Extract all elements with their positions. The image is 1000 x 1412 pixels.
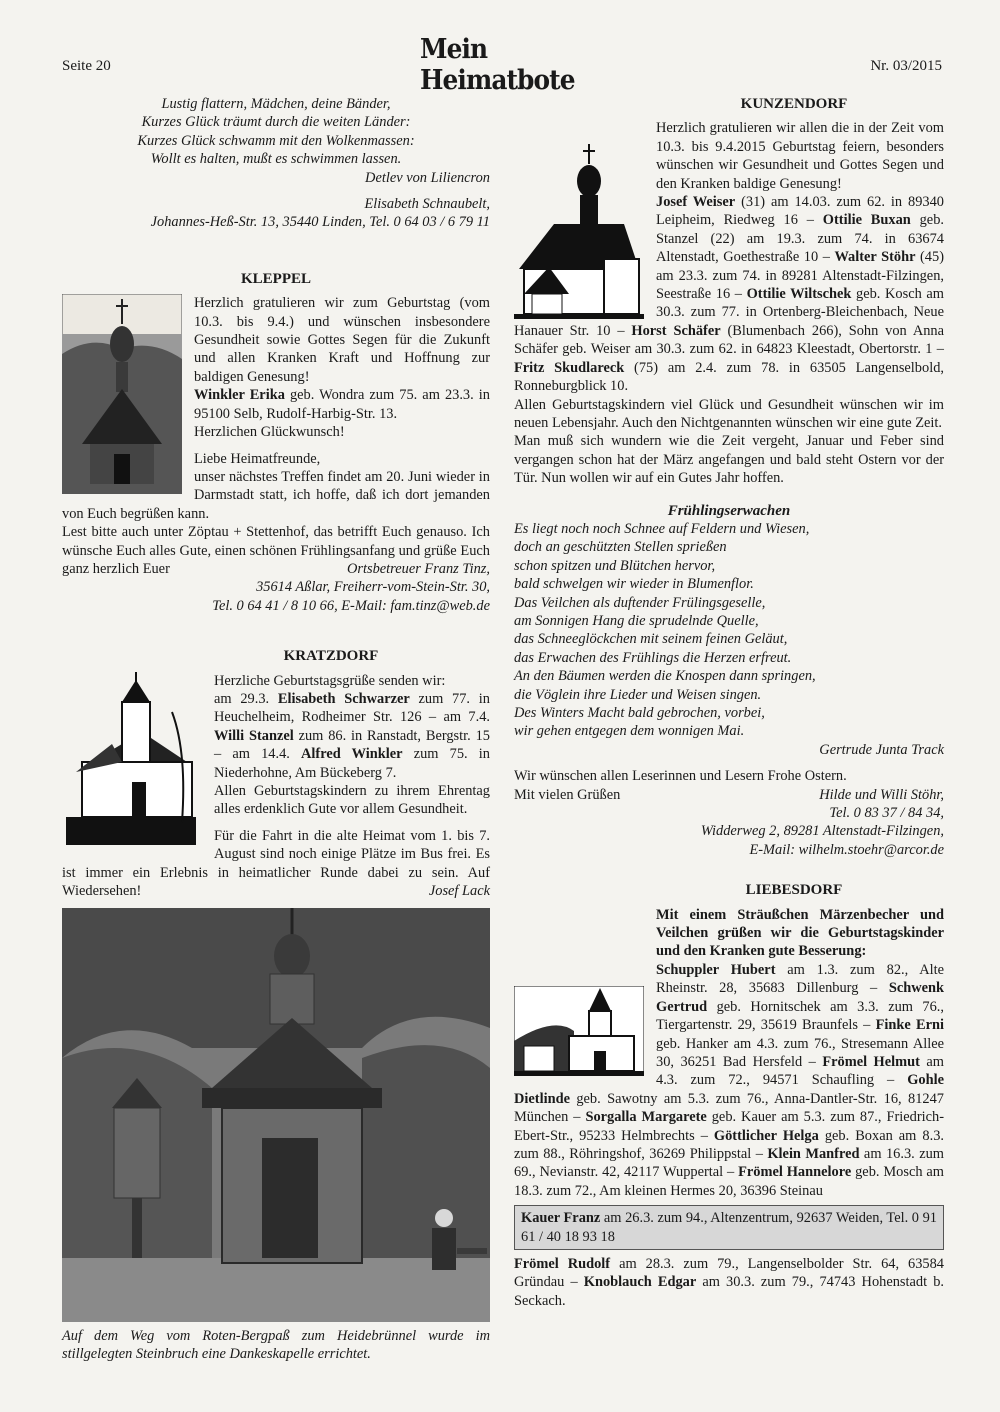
church-drawing-icon	[514, 986, 644, 1076]
kunzendorf-intro: Herzlich gratulieren wir allen die in der Zeit vom 10.3. bis 9.4.2015 Geburtstag feiern, besonders wünschen wir Gesundheit und Gottes Segen und den Kranken baldige Genesung!	[656, 120, 944, 192]
section-heading-kleppel: KLEPPEL	[240, 270, 311, 287]
poem-line: Wollt es halten, mußt es schwimmen lassen.	[150, 151, 402, 168]
person-name: Sorgalla Margarete	[585, 1109, 707, 1126]
kleppel-birthday-entry: Winkler Erika geb. Wondra zum 75. am 23.3. in 95100 Selb, Rudolf-Harbig-Str. 13.	[194, 387, 490, 422]
poem-line: schon spitzen und Blütchen hervor,	[514, 557, 716, 574]
church-drawing-icon	[62, 672, 202, 852]
kratzdorf-entries: am 29.3. Elisabeth Schwarzer zum 77. in Heuchelheim, Rodheimer Str. 126 – am 7.4. Willi Stanzel zum 86. in Ranstadt, Bergstr. 15 – am 14.4. Alfred Winkler zum 75. in Niederhohne, Am Bückeberg 7.	[214, 690, 490, 781]
person-name: Knoblauch Edgar	[583, 1274, 697, 1291]
kleppel-wish: Herzlichen Glückwunsch!	[194, 424, 345, 441]
person-name: Ottilie Buxan	[822, 212, 911, 229]
person-name: Horst Schäfer	[631, 322, 721, 339]
sender-name: Elisabeth Schnaubelt,	[364, 196, 490, 213]
kleppel-intro: Herzlich gratulieren wir zum Geburtstag (vom 10.3. bis 9.4.) und wünschen insbesondere Gesundheit sowie Gottes Segen für die Zukunft und allen Kranken Kraft und Hoffnung zur baldigen Genesung!	[194, 295, 490, 385]
signature-email: E-Mail: wilhelm.stoehr@arcor.de	[749, 841, 944, 858]
poem-line: die Vöglein ihre Lieder und Weisen singen.	[514, 686, 762, 703]
person-name: Fritz Skudlareck	[514, 359, 625, 376]
section-heading-liebesdorf: LIEBESDORF	[745, 882, 843, 899]
person-name: Winkler Erika	[194, 387, 285, 404]
kratzdorf-intro: Herzliche Geburtstagsgrüße senden wir:	[214, 672, 446, 689]
kratzdorf-wish: Allen Geburtstagskindern zu ihrem Ehrentag alles erdenklich Gute vor allem Gesundheit.	[214, 783, 490, 818]
left-column	[62, 95, 490, 900]
signature-address: Widderweg 2, 89281 Altenstadt-Filzingen,	[700, 823, 944, 840]
person-name: Elisabeth Schwarzer	[277, 690, 410, 707]
section-heading-kunzendorf: KUNZENDORF	[740, 96, 848, 112]
easter-greeting: Mit vielen Grüßen Hilde und Willi Stöhr,	[514, 786, 944, 803]
highlight-box: Kauer Franz am 26.3. zum 94., Altenzentrum, 92637 Weiden, Tel. 0 91 61 / 40 18 93 18	[514, 1205, 944, 1250]
signature-contact: Tel. 0 64 41 / 8 10 66, E-Mail: fam.tinz@web.de	[212, 597, 490, 614]
kratzdorf-trip: Für die Fahrt in die alte Heimat vom 1. bis 7. August sind noch einige Plätze im Bus frei. Es ist immer ein Erlebnis in heimatlicher Runde dabei zu sein. Auf Wiedersehen! Josef Lack	[62, 827, 490, 900]
poem-line: das Schneeglöckchen mit seinem feinen Geläut,	[514, 631, 788, 648]
person-name: Alfred Winkler	[301, 746, 403, 763]
easter-wish: Wir wünschen allen Leserinnen und Lesern Frohe Ostern.	[514, 768, 847, 785]
person-name: Ottilie Wiltschek	[746, 286, 852, 303]
chapel-photograph	[62, 908, 490, 1322]
poem-line: doch an geschützten Stellen sprießen	[514, 539, 727, 556]
person-name: Göttlicher Helga	[713, 1127, 819, 1144]
section-heading-kratzdorf: KRATZDORF	[283, 648, 379, 665]
poem-liliencron	[62, 95, 490, 169]
poem-line: Kurzes Glück träumt durch die weiten Länder:	[141, 114, 411, 131]
poem-line: Des Winters Macht bald gebrochen, vorbei,	[514, 705, 765, 721]
poem-title: Frühlingserwachen	[667, 502, 791, 519]
poem-author: Gertrude Junta Track	[819, 741, 944, 758]
person-name: Willi Stanzel	[214, 727, 294, 744]
person-name: Frömel Hannelore	[738, 1164, 852, 1181]
kleppel-letter-more: Lest bitte auch unter Zöptau + Stettenhof, das betrifft Euch genauso. Ich wünsche Euch alles Gute, einen schönen Frühlingsanfang und grüße Euch ganz herzlich Euer Ortsbetreuer Franz Tinz,	[62, 524, 490, 577]
poem-line: Kurzes Glück schwamm mit den Wolkenmassen:	[137, 132, 415, 149]
poem-line: Das Veilchen als duftender Frülingsgeselle,	[514, 594, 766, 611]
person-name: Schwenk Gertrud	[656, 980, 944, 1015]
person-name: Kauer Franz	[521, 1210, 601, 1227]
signature-title: Ortsbetreuer Franz Tinz,	[347, 560, 490, 577]
sender-address: Johannes-Heß-Str. 13, 35440 Linden, Tel. 0 64 03 / 6 79 11	[150, 214, 490, 231]
poem-line: das Erwachen des Frühlings die Herzen erfreut.	[514, 649, 792, 666]
poem-line: wir gehen entgegen dem wonnigen Mai.	[514, 723, 745, 740]
poem-line: am Sonnigen Hang die sprudelnde Quelle,	[514, 612, 759, 629]
right-column	[514, 95, 944, 1310]
church-drawing-icon	[514, 119, 644, 319]
person-name: Schuppler Hubert	[656, 961, 776, 978]
issue-number: Nr. 03/2015	[870, 58, 942, 74]
poem-fruehlingserwachen	[514, 520, 944, 741]
person-name: Josef Weiser	[656, 194, 736, 211]
poem-line: bald schwelgen wir wieder in Blumenflor.	[514, 576, 754, 593]
poem-line: Lustig flattern, Mädchen, deine Bänder,	[161, 96, 391, 112]
photo-caption: Auf dem Weg vom Roten-Bergpaß zum Heidebrünnel wurde im stillgelegten Steinbruch eine Dankeskapelle errichtet.	[62, 1328, 490, 1363]
liebesdorf-intro: Mit einem Sträußchen Märzenbecher und Veilchen grüßen wir die Geburtstagskinder und den Kranken gute Besserung:	[656, 906, 944, 960]
person-name: Klein Manfred	[767, 1145, 860, 1162]
page-number: Seite 20	[62, 58, 111, 74]
signature-tel: Tel. 0 83 37 / 84 34,	[829, 805, 944, 822]
liebesdorf-entries-more: Frömel Rudolf am 28.3. zum 79., Langenselbolder Str. 64, 63584 Gründau – Knoblauch Edgar am 30.3. zum 79., 74743 Hohenstadt b. Seckach.	[514, 1255, 945, 1309]
poem-line: An den Bäumen werden die Knospen dann springen,	[514, 668, 816, 685]
chapel-photo-icon	[62, 294, 182, 494]
person-name: Gohle Dietlinde	[514, 1072, 944, 1107]
signature-name: Hilde und Willi Stöhr,	[819, 786, 944, 803]
kleppel-letter-body: unser nächstes Treffen findet am 20. Juni wieder in Darmstadt statt, ich hoffe, daß ich dort jemanden von Euch begrüßen kann.	[62, 468, 490, 522]
kleppel-letter-greeting: Liebe Heimatfreunde,	[194, 450, 321, 467]
signature-address: 35614 Aßlar, Freiherr-vom-Stein-Str. 30,	[256, 579, 490, 596]
signature: Josef Lack	[428, 883, 490, 900]
person-name: Frömel Rudolf	[514, 1255, 611, 1272]
person-name: Finke Erni	[875, 1017, 944, 1034]
kunzendorf-note: Man muß sich wundern wie die Zeit vergeht, Januar und Feber sind vergangen schon hat der März angefangen und bald steht Ostern vor der Tür. Nun wollen wir auf ein Gutes Jahr hoffen.	[514, 433, 944, 487]
person-name: Frömel Helmut	[822, 1053, 920, 1070]
kunzendorf-wish: Allen Geburtstagskindern viel Glück und Gesundheit wünschen wir im neuen Lebensjahr. Auch den Nichtgenannten wünschen wir eine gute Zeit.	[514, 396, 944, 431]
kunzendorf-entries: Josef Weiser (31) am 14.03. zum 62. in 89340 Leipheim, Riedweg 16 – Ottilie Buxan geb. Stanzel (22) am 19.3. zum 74. in 63674 Altenstadt, Goethestraße 10 – Walter Stöhr (45) am 23.3. zum 74. in 89281 Altenstadt-Filzingen, Seestraße 16 – Ottilie Wiltschek geb. Kosch am 30.3. zum 77. in Ortenberg-Bleichenbach, Neue Hanauer Str. 10 – Horst Schäfer (Blumenbach 266), Sohn von Anna Schäfer geb. Weiser am 30.3. zum 62. in 64823 Kleestadt, Obertorstr. 1 – Fritz Skudlareck (75) am 2.4. zum 78. in 63505 Langenselbold, Ronneburgblick 10.	[514, 194, 945, 395]
poem-author: Detlev von Liliencron	[365, 169, 490, 186]
liebesdorf-entries: Schuppler Hubert am 1.3. zum 82., Alte Rheinstr. 28, 35683 Dillenburg – Schwenk Gertrud geb. Hornitschek am 3.3. zum 76., Tiergartenstr. 29, 35619 Braunfels – Finke Erni geb. Hanker am 4.3. zum 76., Stresemann Allee 30, 36251 Bad Hersfeld – Frömel Helmut am 4.3. zum 72., 94571 Schaufling – Gohle Dietlinde geb. Sawotny am 5.3. zum 76., Anna-Dantler-Str. 16, 81247 München – Sorgalla Margarete geb. Kauer am 5.3. zum 87., Friedrich-Ebert-Str., 95233 Helmbrechts – Göttlicher Helga geb. Boxan am 8.3. zum 88., Röhringshof, 36269 Philippstal – Klein Manfred am 16.3. zum 69., Nevianstr. 42, 42117 Wuppertal – Frömel Hannelore geb. Mosch am 18.3. zum 72., Am kleinen Hermes 20, 36396 Steinau	[514, 961, 945, 1199]
poem-line: Es liegt noch noch Schnee auf Feldern und Wiesen,	[514, 520, 810, 537]
masthead: Mein Heimatbote	[420, 34, 575, 96]
person-name: Walter Stöhr	[834, 249, 916, 266]
